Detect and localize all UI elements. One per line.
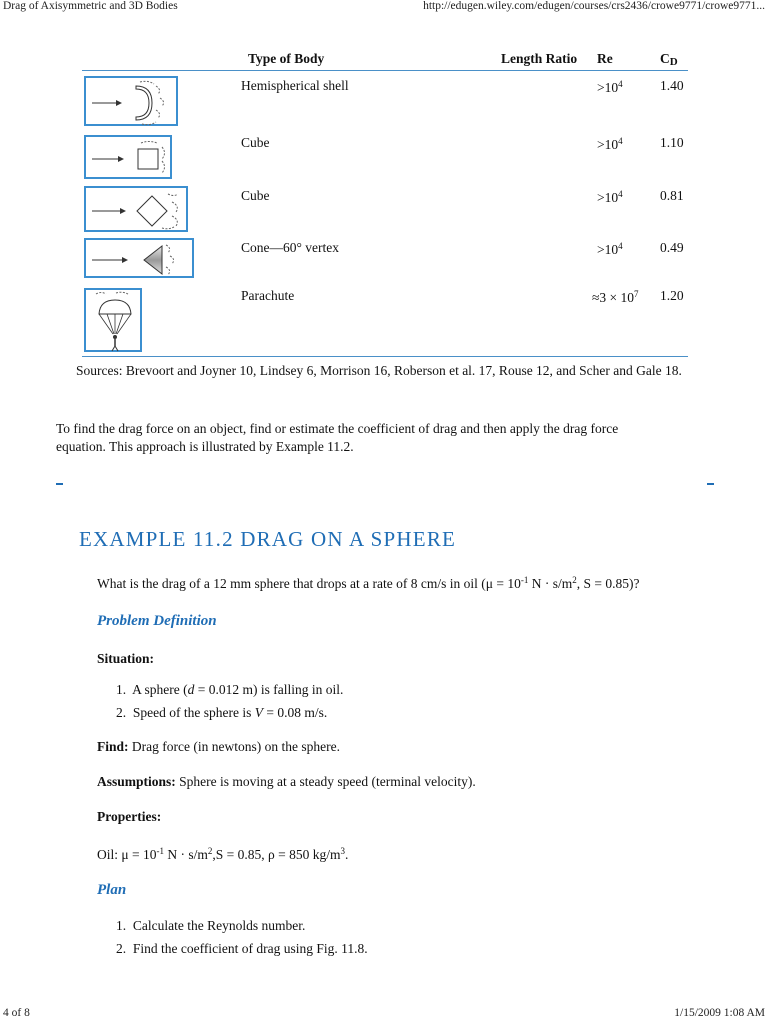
- situation-item-1: 1. A sphere (d = 0.012 m) is falling in oil.: [116, 682, 344, 697]
- oil-properties: Oil: $\mu = 10^{-1}$ $N \cdot s/m^2,S = 0.85$, ρ = 850 $kg/m^3$.: [97, 846, 349, 862]
- plan-item-2: 2. Find the coefficient of drag using Fig. 11.8.: [116, 941, 368, 956]
- row-re-2: $>10^4$: [597, 136, 623, 152]
- plan-heading: Plan: [97, 882, 127, 898]
- row-body-4: Cone—60° vertex: [241, 240, 340, 255]
- row-cd-5: 1.20: [660, 288, 684, 303]
- plan-item-1: 1. Calculate the Reynolds number.: [116, 918, 306, 933]
- assumptions-line: Assumptions: Sphere is moving at a steady speed (terminal velocity).: [97, 774, 476, 789]
- find-line: Find: Drag force (in newtons) on the sphere.: [97, 739, 340, 754]
- row-body-2: Cube: [241, 135, 270, 150]
- row-body-3: Cube: [241, 188, 270, 203]
- problem-definition-heading: Problem Definition: [97, 613, 217, 629]
- col-header-cd: CD: [660, 51, 678, 68]
- cube-edge-icon: [84, 186, 188, 232]
- page-url: http://edugen.wiley.com/edugen/courses/crs2436/crowe9771/crowe9771...: [423, 0, 765, 12]
- hemispherical-shell-icon: [84, 76, 178, 126]
- table-bottom-rule: [82, 356, 688, 357]
- nav-marker-left[interactable]: [56, 483, 63, 485]
- row-cd-1: 1.40: [660, 78, 684, 93]
- situation-item-2: 2. Speed of the sphere is V = 0.08 m/s.: [116, 705, 328, 720]
- row-body-1: Hemispherical shell: [241, 78, 349, 93]
- cube-face-icon: [84, 135, 172, 179]
- col-header-type: Type of Body: [248, 51, 325, 66]
- row-re-1: $>10^4$: [597, 79, 623, 95]
- col-header-re: Re: [597, 51, 613, 66]
- page-count: 4 of 8: [3, 1007, 30, 1019]
- row-body-5: Parachute: [241, 288, 295, 303]
- table-sources: Sources: Brevoort and Joyner 10, Lindsey 6, Morrison 16, Roberson et al. 17, Rouse 12, and Scher and Gale 18.: [76, 363, 682, 378]
- row-re-5: $\approx 3 \times 10^7$: [592, 289, 639, 305]
- col-header-length-ratio: Length Ratio: [501, 51, 578, 66]
- properties-label: Properties:: [97, 809, 162, 824]
- cone-icon: [84, 238, 194, 278]
- row-cd-4: 0.49: [660, 240, 684, 255]
- example-question: What is the drag of a 12 mm sphere that drops at a rate of 8 cm/s in oil ($\mu = 10^{-1}$ $N \cdot s/m^2$, S = 0.85)?: [97, 575, 640, 591]
- parachute-icon: [84, 288, 142, 352]
- intro-paragraph: To find the drag force on an object, find or estimate the coefficient of drag and then apply the drag force equation. This approach is illustrated by Example 11.2.: [56, 421, 619, 454]
- page-title: Drag of Axisymmetric and 3D Bodies: [3, 0, 178, 12]
- nav-marker-right[interactable]: [707, 483, 714, 485]
- row-cd-2: 1.10: [660, 135, 684, 150]
- row-re-4: $>10^4$: [597, 241, 623, 257]
- table-top-rule: [82, 70, 688, 71]
- print-datetime: 1/15/2009 1:08 AM: [674, 1007, 765, 1019]
- row-cd-3: 0.81: [660, 188, 684, 203]
- example-title: EXAMPLE 11.2 DRAG ON A SPHERE: [79, 527, 457, 551]
- situation-label: Situation:: [97, 651, 155, 666]
- row-re-3: $>10^4$: [597, 189, 623, 205]
